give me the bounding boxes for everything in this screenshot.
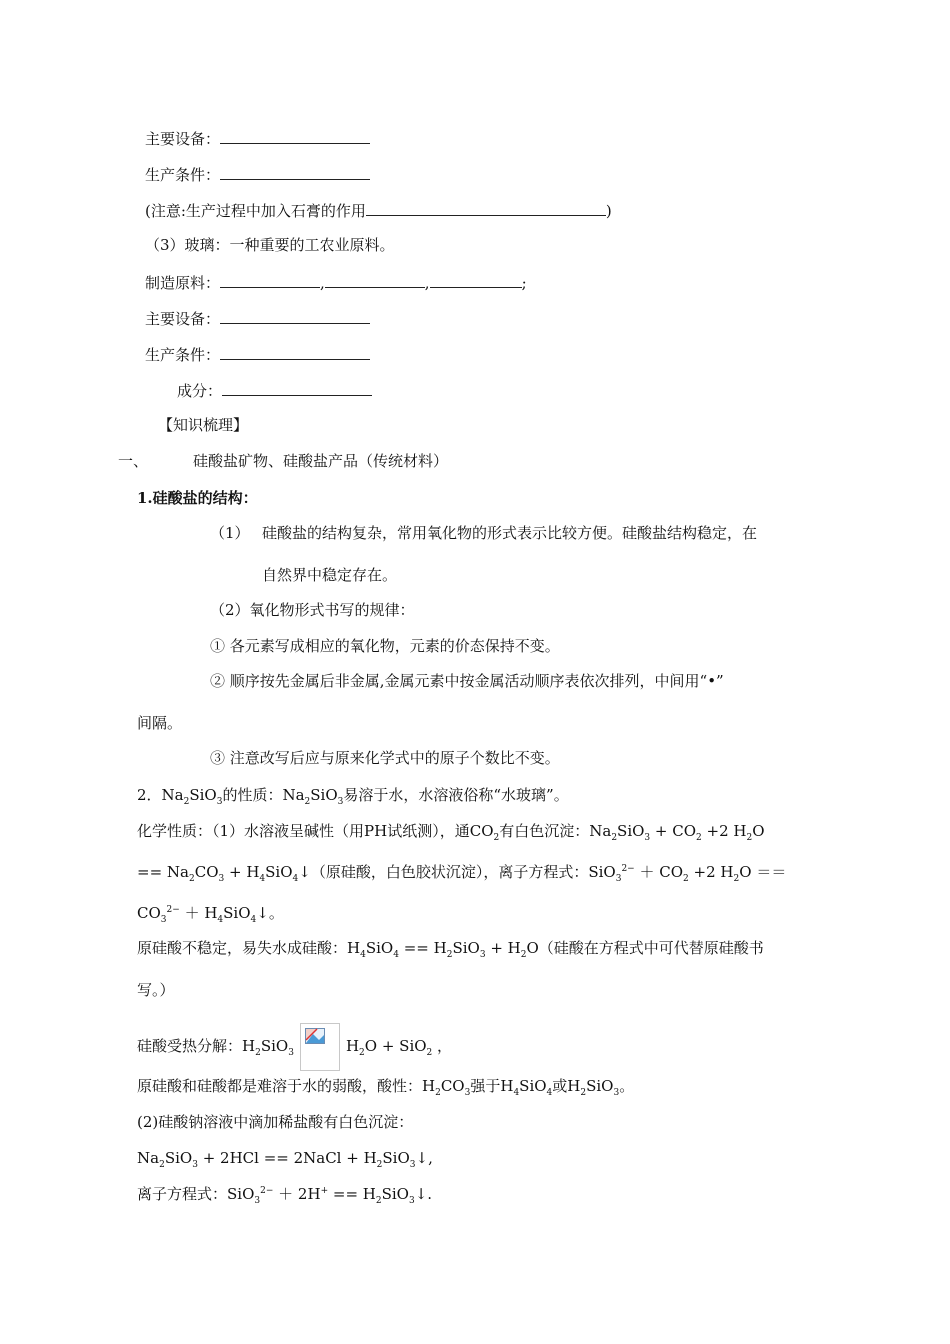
subscript: 2 xyxy=(188,874,195,884)
note-close: ) xyxy=(605,202,612,220)
material-blank-1[interactable] xyxy=(220,271,320,288)
subscript: 3 xyxy=(288,1048,294,1058)
text: 原硅酸和硅酸都是难溶于水的弱酸，酸性：H xyxy=(137,1077,436,1095)
text: O（硅酸在方程式中可代替原硅酸书 xyxy=(526,939,764,957)
rule-2-cont: 间隔。 xyxy=(137,714,183,732)
text: SiO xyxy=(381,1185,409,1203)
glass-equipment-line xyxy=(145,307,370,329)
subscript: 4 xyxy=(217,915,224,925)
hcl-equation-line xyxy=(137,1148,433,1168)
glass-heading: （3）玻璃：一种重要的工农业原料。 xyxy=(145,236,395,254)
text: SiO xyxy=(223,904,251,922)
text: H xyxy=(345,1037,360,1055)
text: ， xyxy=(432,1037,453,1055)
glass-material-line xyxy=(145,271,527,293)
text: SiO xyxy=(310,786,338,804)
superscript: 2− xyxy=(166,905,180,915)
subscript: 2 xyxy=(435,1088,441,1098)
subscript: 2 xyxy=(426,1048,433,1058)
equation-line-2 xyxy=(137,862,786,882)
glass-equipment-label: 主要设备： xyxy=(145,310,221,328)
text: 化学性质：（1）水溶液呈碱性（用PH试纸测），通CO xyxy=(137,822,494,840)
subscript: 3 xyxy=(216,797,223,807)
text: ↓, xyxy=(415,1149,433,1167)
note-blank[interactable] xyxy=(366,199,606,216)
subscript: 2 xyxy=(376,1160,383,1170)
section-1-title: 硅酸盐矿物、硅酸盐产品（传统材料） xyxy=(193,452,449,470)
subscript: 2 xyxy=(359,1048,365,1058)
material-blank-2[interactable] xyxy=(325,271,425,288)
text: SiO xyxy=(189,786,217,804)
subscript: 4 xyxy=(546,1088,553,1098)
text: O ＝＝ xyxy=(739,863,787,881)
equipment-label: 主要设备： xyxy=(145,130,221,148)
text: ↓。 xyxy=(256,904,284,922)
subscript: 4 xyxy=(292,874,299,884)
semicolon: ; xyxy=(521,274,527,292)
orthosilicic-acid-line xyxy=(137,938,764,958)
text: ＋ CO xyxy=(634,863,684,881)
subscript: 2 xyxy=(696,833,702,843)
text: Na xyxy=(137,1149,160,1167)
subscript: 2 xyxy=(580,1088,587,1098)
text: 有白色沉淀：Na xyxy=(499,822,612,840)
glass-equipment-blank[interactable] xyxy=(220,307,370,324)
superscript: 2− xyxy=(621,864,635,874)
subscript: 2 xyxy=(183,797,190,807)
orthosilicic-acid-cont: 写。） xyxy=(137,981,175,999)
text: SiO xyxy=(265,863,293,881)
point-1-number: （1） xyxy=(210,524,250,542)
text: + H xyxy=(224,863,260,881)
text: 硅酸受热分解：H xyxy=(137,1037,256,1055)
text: 易溶于水，水溶液俗称“水玻璃”。 xyxy=(343,786,569,804)
subscript: 3 xyxy=(160,915,167,925)
text: O + SiO xyxy=(364,1037,427,1055)
subscript: 2 xyxy=(683,874,689,884)
text: == H xyxy=(328,1185,376,1203)
text: CO xyxy=(137,904,161,922)
hcl-reaction-title: (2)硅酸钠溶液中滴加稀盐酸有白色沉淀： xyxy=(137,1113,414,1131)
subscript: 3 xyxy=(337,797,344,807)
subscript: 4 xyxy=(250,915,257,925)
subscript: 2 xyxy=(255,1048,261,1058)
text: SiO xyxy=(519,1077,547,1095)
equation-line-3 xyxy=(137,903,284,923)
chemical-property-line xyxy=(137,821,765,841)
text: CO xyxy=(194,863,219,881)
equipment-line xyxy=(145,127,370,149)
subscript: 2 xyxy=(159,1160,165,1170)
subscript: 3 xyxy=(408,1196,415,1206)
subscript: 4 xyxy=(360,950,366,960)
subscript: 4 xyxy=(513,1088,520,1098)
text: SiO xyxy=(586,1077,614,1095)
subscript: 2 xyxy=(520,950,527,960)
text: 。 xyxy=(619,1077,635,1095)
subscript: 3 xyxy=(644,833,651,843)
subscript: 3 xyxy=(254,1196,261,1206)
composition-label: 成分： xyxy=(177,382,223,400)
text: SiO xyxy=(365,939,394,957)
ionic-equation-line xyxy=(137,1184,432,1204)
text: == H xyxy=(398,939,447,957)
text: SiO xyxy=(382,1149,410,1167)
comma: , xyxy=(424,274,430,292)
subscript: 4 xyxy=(259,874,266,884)
section-1-number: 一、 xyxy=(118,452,149,470)
heat-decomposition-line xyxy=(137,1023,452,1071)
equipment-blank[interactable] xyxy=(220,127,370,144)
subscript: 4 xyxy=(393,950,399,960)
subscript: 2 xyxy=(733,874,740,884)
subscript: 2 xyxy=(493,833,500,843)
text: ＋ H xyxy=(179,904,218,922)
subscript: 3 xyxy=(218,874,225,884)
text: CO xyxy=(440,1077,465,1095)
subscript: 2 xyxy=(375,1196,382,1206)
glass-condition-line xyxy=(145,343,370,365)
text: + CO xyxy=(650,822,697,840)
composition-blank[interactable] xyxy=(222,379,372,396)
weak-acid-line xyxy=(137,1076,634,1096)
subscript: 2 xyxy=(446,950,453,960)
subscript: 3 xyxy=(192,1160,198,1170)
rule-1: ① 各元素写成相应的氧化物，元素的价态保持不变。 xyxy=(210,637,560,655)
point-2-text: （2）氧化物形式书写的规律： xyxy=(210,601,415,619)
text: 强于H xyxy=(470,1077,514,1095)
text: 原硅酸不稳定，易失水成硅酸：H xyxy=(137,939,361,957)
text: +2 H xyxy=(701,822,747,840)
text: 2．Na xyxy=(137,786,184,804)
text: O xyxy=(752,822,765,840)
subscript: 3 xyxy=(464,1088,471,1098)
knowledge-title: 【知识梳理】 xyxy=(158,416,249,434)
subscript: 3 xyxy=(479,950,486,960)
text: 的性质：Na xyxy=(222,786,305,804)
condition-blank[interactable] xyxy=(220,163,370,180)
subscript: 3 xyxy=(615,874,622,884)
subscript: 3 xyxy=(409,1160,416,1170)
text: SiO xyxy=(260,1037,289,1055)
glass-condition-blank[interactable] xyxy=(220,343,370,360)
na2sio3-properties-line xyxy=(137,785,569,805)
material-label: 制造原料： xyxy=(145,274,221,292)
subscript: 2 xyxy=(746,833,753,843)
subscript: 3 xyxy=(613,1088,620,1098)
superscript: + xyxy=(320,1186,329,1196)
point-1-text: 硅酸盐的结构复杂，常用氧化物的形式表示比较方便。硅酸盐结构稳定，在 xyxy=(262,524,758,542)
text: ＋ 2H xyxy=(273,1185,321,1203)
text: SiO xyxy=(164,1149,193,1167)
text: ↓（原硅酸，白色胶状沉淀），离子方程式：SiO xyxy=(298,863,616,881)
material-blank-3[interactable] xyxy=(430,271,522,288)
condition-line xyxy=(145,163,370,185)
text: == Na xyxy=(137,863,189,881)
text: SiO xyxy=(452,939,480,957)
subsection-1-title: 1.硅酸盐的结构： xyxy=(137,489,258,507)
glass-condition-label: 生产条件： xyxy=(145,346,221,364)
glass-composition-line xyxy=(177,379,372,401)
text: ↓. xyxy=(414,1185,433,1203)
subscript: 2 xyxy=(611,833,618,843)
comma: , xyxy=(320,274,325,292)
text: SiO xyxy=(617,822,645,840)
text: +2 H xyxy=(688,863,734,881)
text: 或H xyxy=(552,1077,581,1095)
text: + 2HCl == 2NaCl + H xyxy=(197,1149,377,1167)
text: + H xyxy=(485,939,521,957)
note-line xyxy=(145,199,612,221)
note-text: (注意:生产过程中加入石膏的作用 xyxy=(145,202,366,220)
rule-3: ③ 注意改写后应与原来化学式中的原子个数比不变。 xyxy=(210,749,560,767)
condition-label: 生产条件： xyxy=(145,166,221,184)
superscript: 2− xyxy=(260,1186,274,1196)
text: 离子方程式：SiO xyxy=(137,1185,255,1203)
point-1-text-cont: 自然界中稳定存在。 xyxy=(262,566,398,584)
subscript: 2 xyxy=(304,797,311,807)
rule-2: ② 顺序按先金属后非金属,金属元素中按金属活动顺序表依次排列，中间用“•” xyxy=(210,672,724,690)
broken-image-icon xyxy=(300,1023,340,1071)
